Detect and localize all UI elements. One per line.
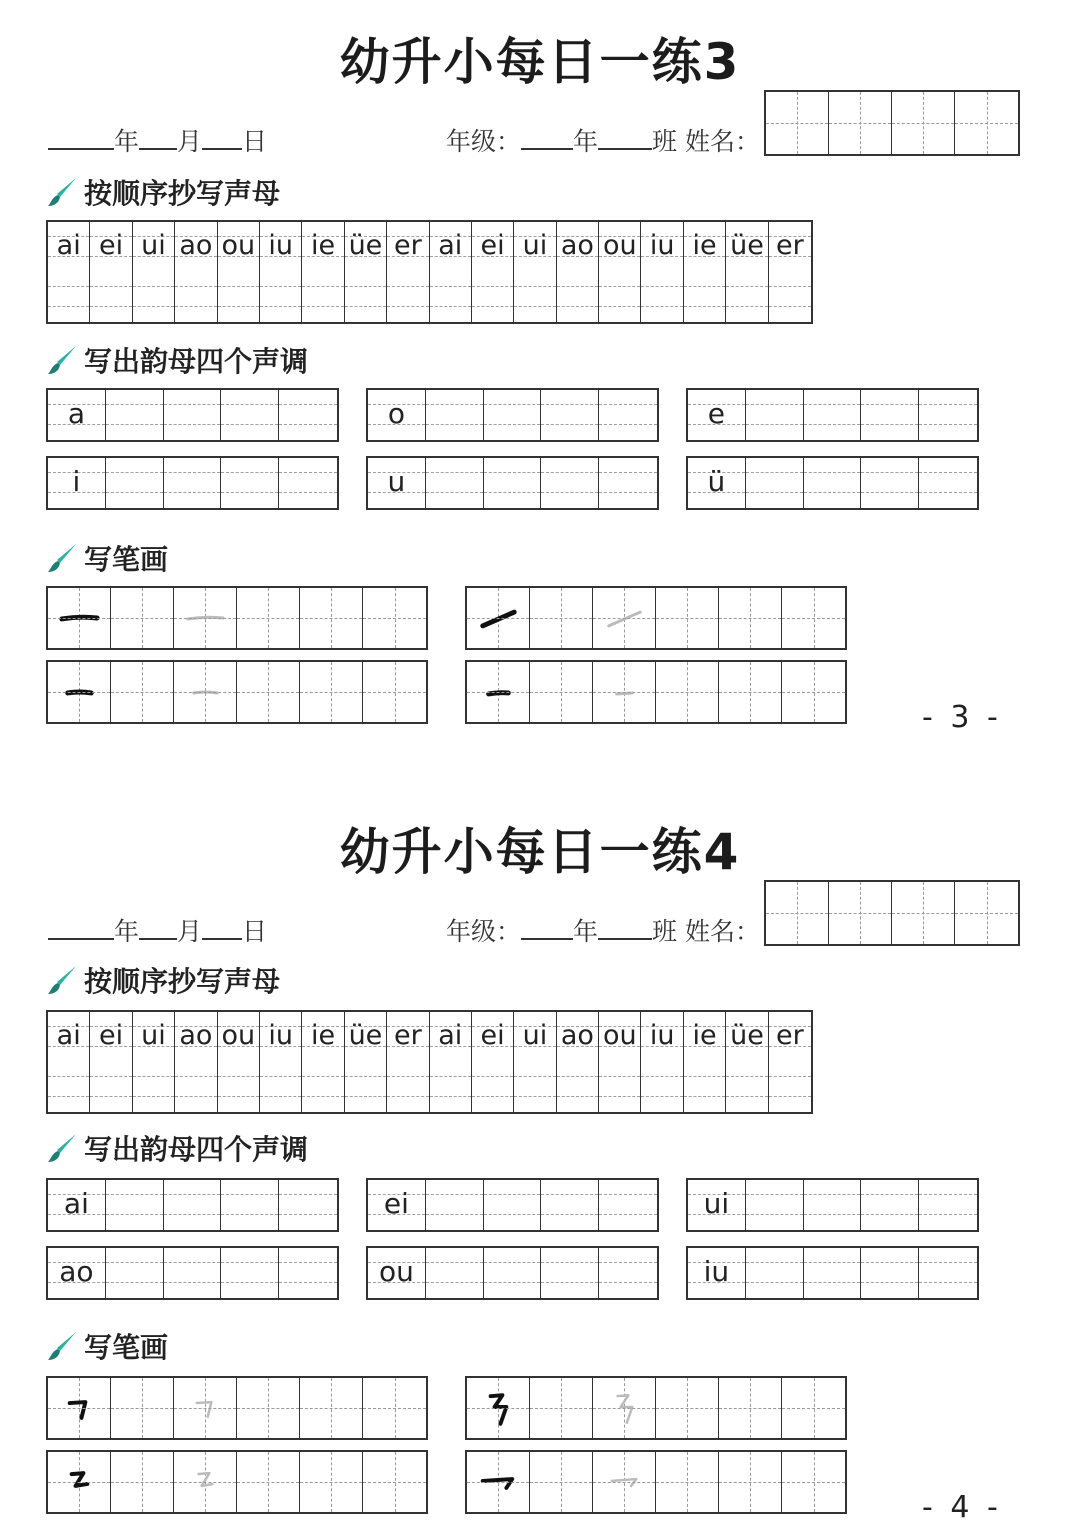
pinyin-cell: ai [48,1012,90,1062]
trace-cell[interactable] [174,1378,237,1438]
worksheet-title: 幼升小每日一练3 [339,33,741,91]
practice-cell[interactable] [363,1452,426,1512]
practice-cell[interactable] [218,272,260,322]
stroke-model-cell [467,588,530,648]
stroke-ti-icon [467,588,529,648]
tone-model-cell: ai [48,1180,106,1230]
day-blank[interactable] [202,128,242,150]
name-cell[interactable] [829,92,892,154]
tone-practice-cell[interactable] [279,1248,337,1298]
stroke-henggou-icon [467,1452,529,1512]
brush-icon [46,175,80,209]
name-cell[interactable] [829,882,892,944]
practice-cell[interactable] [719,662,782,722]
stroke-model-cell [48,1452,111,1512]
practice-cell[interactable] [726,272,768,322]
tone-practice-cell[interactable] [804,390,862,440]
tone-practice-cell[interactable] [804,1180,862,1230]
practice-cell[interactable] [557,1062,599,1112]
tone-practice-cell[interactable] [164,1180,222,1230]
tone-practice-cell[interactable] [484,1180,542,1230]
practice-cell[interactable] [472,1062,514,1112]
practice-cell[interactable] [530,588,593,648]
practice-cell[interactable] [557,272,599,322]
practice-cell[interactable] [111,662,174,722]
grade-label: 年级： [446,127,522,156]
practice-cell[interactable] [300,662,363,722]
stroke-row-ti[interactable] [465,586,847,650]
brush-icon [46,1329,80,1363]
tone-practice-cell[interactable] [221,1248,279,1298]
tone-model-cell: iu [688,1248,746,1298]
worksheet-title: 幼升小每日一练4 [339,823,741,881]
practice-cell[interactable] [430,272,472,322]
tone-practice-cell[interactable] [919,1180,977,1230]
pinyin-cell: ei [90,222,132,272]
class-name-label: 班 姓名： [652,917,760,946]
practice-cell[interactable] [363,1378,426,1438]
pinyin-cell: ui [514,222,556,272]
tone-practice-cell[interactable] [221,1180,279,1230]
practice-cell[interactable] [641,1062,683,1112]
pinyin-practice-row[interactable] [46,272,813,324]
pinyin-cell: ui [514,1012,556,1062]
practice-cell[interactable] [782,1452,845,1512]
practice-cell[interactable] [237,1452,300,1512]
date-line [48,912,267,948]
pinyin-cell: ao [175,1012,217,1062]
pinyin-model-row [46,1010,813,1064]
tone-practice-cell[interactable] [426,390,484,440]
practice-cell[interactable] [363,662,426,722]
grade-year-label: 年 [573,917,599,946]
day-label: 日 [242,917,268,946]
pinyin-cell: ao [557,1012,599,1062]
practice-cell[interactable] [656,1452,719,1512]
section-header-copy [46,960,280,1000]
tone-model-cell: ao [48,1248,106,1298]
tone-practice-cell[interactable] [746,1180,804,1230]
practice-cell[interactable] [656,662,719,722]
stroke-row-heng-short[interactable] [46,660,428,724]
stroke-row-hengzheti[interactable] [46,1450,428,1514]
practice-cell[interactable] [387,1062,429,1112]
stroke-row-heng-short2[interactable] [465,660,847,724]
tone-row[interactable] [366,1178,659,1232]
pinyin-cell: er [769,1012,811,1062]
practice-cell[interactable] [530,1452,593,1512]
practice-cell[interactable] [90,272,132,322]
class-name-label: 班 姓名： [652,127,760,156]
tone-practice-cell[interactable] [279,1180,337,1230]
practice-cell[interactable] [530,662,593,722]
section-header-copy [46,172,280,212]
practice-cell[interactable] [300,1452,363,1512]
stroke-hengzhezhegou-trace-icon [593,1378,655,1438]
pinyin-cell: ou [599,222,641,272]
class-line [446,122,760,158]
tone-practice-cell[interactable] [746,458,804,508]
tone-model-cell: ei [368,1180,426,1230]
tone-row[interactable] [366,388,659,442]
tone-practice-cell[interactable] [426,1180,484,1230]
pinyin-cell: ie [302,1012,344,1062]
name-cell[interactable] [892,882,955,944]
stroke-row-hengzhezhegou[interactable] [465,1376,847,1440]
pinyin-cell: er [387,1012,429,1062]
pinyin-cell: iu [641,1012,683,1062]
stroke-short-heng-icon [48,662,110,722]
tone-practice-cell[interactable] [279,390,337,440]
section-header-tones [46,340,308,380]
stroke-model-cell [467,1378,530,1438]
name-grid[interactable] [764,90,1020,156]
trace-cell[interactable] [593,1378,656,1438]
tone-practice-cell[interactable] [484,1248,542,1298]
brush-icon [46,541,80,575]
tone-row[interactable] [46,456,339,510]
practice-cell[interactable] [302,272,344,322]
pinyin-cell: üe [345,1012,387,1062]
year-blank[interactable] [48,128,114,150]
practice-cell[interactable] [237,1378,300,1438]
tone-practice-cell[interactable] [746,390,804,440]
stroke-heng-icon [48,588,110,648]
name-cell[interactable] [955,92,1018,154]
trace-cell[interactable] [593,1452,656,1512]
tone-practice-cell[interactable] [279,458,337,508]
pinyin-cell: iu [260,222,302,272]
tone-practice-cell[interactable] [804,458,862,508]
pinyin-model-row [46,220,813,274]
month-label: 月 [177,917,203,946]
tone-practice-cell[interactable] [804,1248,862,1298]
practice-cell[interactable] [656,588,719,648]
stroke-row-hengzhe[interactable] [46,1376,428,1440]
tone-practice-cell[interactable] [861,458,919,508]
stroke-model-cell [48,588,111,648]
practice-cell[interactable] [782,662,845,722]
class-blank[interactable] [598,128,652,150]
page-number: - 3 - [922,700,1002,735]
tone-practice-cell[interactable] [221,458,279,508]
tone-practice-cell[interactable] [746,1248,804,1298]
practice-cell[interactable] [514,1062,556,1112]
practice-cell[interactable] [769,1062,811,1112]
practice-cell[interactable] [345,272,387,322]
practice-cell[interactable] [599,272,641,322]
tone-practice-cell[interactable] [484,458,542,508]
practice-cell[interactable] [363,588,426,648]
tone-model-cell: ü [688,458,746,508]
tone-practice-cell[interactable] [919,458,977,508]
practice-cell[interactable] [300,1378,363,1438]
tone-practice-cell[interactable] [599,1248,657,1298]
tone-practice-cell[interactable] [599,1180,657,1230]
pinyin-cell: ui [133,1012,175,1062]
practice-cell[interactable] [218,1062,260,1112]
tone-model-cell: e [688,390,746,440]
date-line [48,122,267,158]
stroke-hengzhe-icon [48,1378,110,1438]
pinyin-cell: ui [133,222,175,272]
trace-cell[interactable] [174,662,237,722]
pinyin-cell: ai [430,1012,472,1062]
tone-row[interactable] [46,1178,339,1232]
pinyin-cell: ai [430,222,472,272]
tone-row[interactable] [366,456,659,510]
pinyin-cell: ai [48,222,90,272]
practice-cell[interactable] [599,1062,641,1112]
tone-model-cell: ou [368,1248,426,1298]
section-header-tones [46,1128,308,1168]
stroke-heng-trace-icon [174,588,236,648]
tone-model-cell: i [48,458,106,508]
section-title: 写笔画 [84,1331,169,1364]
stroke-row-henggou[interactable] [465,1450,847,1514]
tone-practice-cell[interactable] [541,1180,599,1230]
tone-practice-cell[interactable] [164,458,222,508]
tone-model-cell: u [368,458,426,508]
year-label: 年 [114,127,140,156]
tone-practice-cell[interactable] [106,1180,164,1230]
stroke-hengzheti-trace-icon [174,1452,236,1512]
pinyin-cell: iu [641,222,683,272]
section-header-strokes [46,538,168,578]
worksheet-4 [0,790,1080,1538]
grade-year-label: 年 [573,127,599,156]
name-cell[interactable] [766,882,829,944]
practice-cell[interactable] [472,272,514,322]
name-cell[interactable] [955,882,1018,944]
tone-practice-cell[interactable] [426,458,484,508]
pinyin-cell: üe [726,1012,768,1062]
page-number: - 4 - [922,1490,1002,1525]
pinyin-cell: ao [175,222,217,272]
practice-cell[interactable] [782,588,845,648]
grade-blank[interactable] [521,918,573,940]
tone-model-cell: o [368,390,426,440]
tone-practice-cell[interactable] [599,458,657,508]
tone-practice-cell[interactable] [106,390,164,440]
tone-model-cell: a [48,390,106,440]
practice-cell[interactable] [782,1378,845,1438]
practice-cell[interactable] [90,1062,132,1112]
tone-practice-cell[interactable] [541,1248,599,1298]
tone-practice-cell[interactable] [426,1248,484,1298]
tone-row[interactable] [366,1246,659,1300]
tone-practice-cell[interactable] [541,458,599,508]
stroke-short-heng-trace-icon [593,662,655,722]
tone-row[interactable] [46,388,339,442]
practice-cell[interactable] [300,588,363,648]
stroke-model-cell [467,1452,530,1512]
practice-cell[interactable] [133,1062,175,1112]
pinyin-cell: ei [90,1012,132,1062]
name-cell[interactable] [892,92,955,154]
practice-cell[interactable] [726,1062,768,1112]
stroke-model-cell [467,662,530,722]
section-title: 写笔画 [84,543,169,576]
practice-cell[interactable] [769,272,811,322]
tone-practice-cell[interactable] [106,458,164,508]
practice-cell[interactable] [719,1378,782,1438]
brush-icon [46,963,80,997]
brush-icon [46,1131,80,1165]
practice-cell[interactable] [530,1378,593,1438]
practice-cell[interactable] [175,1062,217,1112]
practice-cell[interactable] [719,588,782,648]
practice-cell[interactable] [111,588,174,648]
year-label: 年 [114,917,140,946]
pinyin-cell: ei [472,222,514,272]
tone-model-cell: ui [688,1180,746,1230]
practice-cell[interactable] [641,272,683,322]
practice-cell[interactable] [260,1062,302,1112]
practice-cell[interactable] [48,1062,90,1112]
practice-cell[interactable] [133,272,175,322]
brush-icon [46,343,80,377]
tone-row[interactable] [46,1246,339,1300]
tone-practice-cell[interactable] [541,390,599,440]
tone-row[interactable] [686,1178,979,1232]
stroke-hengzheti-icon [48,1452,110,1512]
practice-cell[interactable] [111,1452,174,1512]
tone-practice-cell[interactable] [861,1180,919,1230]
practice-cell[interactable] [719,1452,782,1512]
stroke-short-heng-icon [467,662,529,722]
trace-cell[interactable] [593,588,656,648]
practice-cell[interactable] [302,1062,344,1112]
class-line [446,912,760,948]
tone-row[interactable] [686,456,979,510]
grade-blank[interactable] [521,128,573,150]
practice-cell[interactable] [656,1378,719,1438]
pinyin-cell: ie [684,222,726,272]
practice-cell[interactable] [430,1062,472,1112]
trace-cell[interactable] [174,1452,237,1512]
pinyin-cell: iu [260,1012,302,1062]
tone-row[interactable] [686,388,979,442]
practice-cell[interactable] [514,272,556,322]
pinyin-cell: ou [218,222,260,272]
stroke-row-heng[interactable] [46,586,428,650]
pinyin-cell: üe [345,222,387,272]
practice-cell[interactable] [684,272,726,322]
practice-cell[interactable] [48,272,90,322]
tone-practice-cell[interactable] [861,1248,919,1298]
tone-practice-cell[interactable] [861,390,919,440]
practice-cell[interactable] [237,588,300,648]
stroke-henggou-trace-icon [593,1452,655,1512]
pinyin-cell: ou [218,1012,260,1062]
day-label: 日 [242,127,268,156]
pinyin-cell: er [387,222,429,272]
practice-cell[interactable] [175,272,217,322]
stroke-hengzhezhegou-icon [467,1378,529,1438]
stroke-short-heng-trace-icon [174,662,236,722]
tone-practice-cell[interactable] [919,1248,977,1298]
month-blank[interactable] [139,918,177,940]
practice-cell[interactable] [387,272,429,322]
practice-cell[interactable] [237,662,300,722]
name-cell[interactable] [766,92,829,154]
tone-practice-cell[interactable] [599,390,657,440]
section-title: 写出韵母四个声调 [84,1133,309,1166]
year-blank[interactable] [48,918,114,940]
tone-practice-cell[interactable] [484,390,542,440]
tone-practice-cell[interactable] [164,1248,222,1298]
tone-practice-cell[interactable] [221,390,279,440]
section-title: 写出韵母四个声调 [84,345,309,378]
pinyin-cell: üe [726,222,768,272]
pinyin-cell: ie [302,222,344,272]
pinyin-cell: ou [599,1012,641,1062]
section-title: 按顺序抄写声母 [84,177,281,210]
day-blank[interactable] [202,918,242,940]
class-blank[interactable] [598,918,652,940]
practice-cell[interactable] [260,272,302,322]
practice-cell[interactable] [345,1062,387,1112]
month-label: 月 [177,127,203,156]
stroke-model-cell [48,1378,111,1438]
practice-cell[interactable] [111,1378,174,1438]
section-header-strokes [46,1326,168,1366]
practice-cell[interactable] [684,1062,726,1112]
pinyin-cell: er [769,222,811,272]
stroke-hengzhe-trace-icon [174,1378,236,1438]
month-blank[interactable] [139,128,177,150]
pinyin-cell: ao [557,222,599,272]
name-grid[interactable] [764,880,1020,946]
section-title: 按顺序抄写声母 [84,965,281,998]
grade-label: 年级： [446,917,522,946]
tone-practice-cell[interactable] [919,390,977,440]
tone-row[interactable] [686,1246,979,1300]
tone-practice-cell[interactable] [164,390,222,440]
pinyin-cell: ie [684,1012,726,1062]
pinyin-practice-row[interactable] [46,1062,813,1114]
stroke-ti-trace-icon [593,588,655,648]
pinyin-cell: ei [472,1012,514,1062]
trace-cell[interactable] [174,588,237,648]
stroke-model-cell [48,662,111,722]
trace-cell[interactable] [593,662,656,722]
tone-practice-cell[interactable] [106,1248,164,1298]
